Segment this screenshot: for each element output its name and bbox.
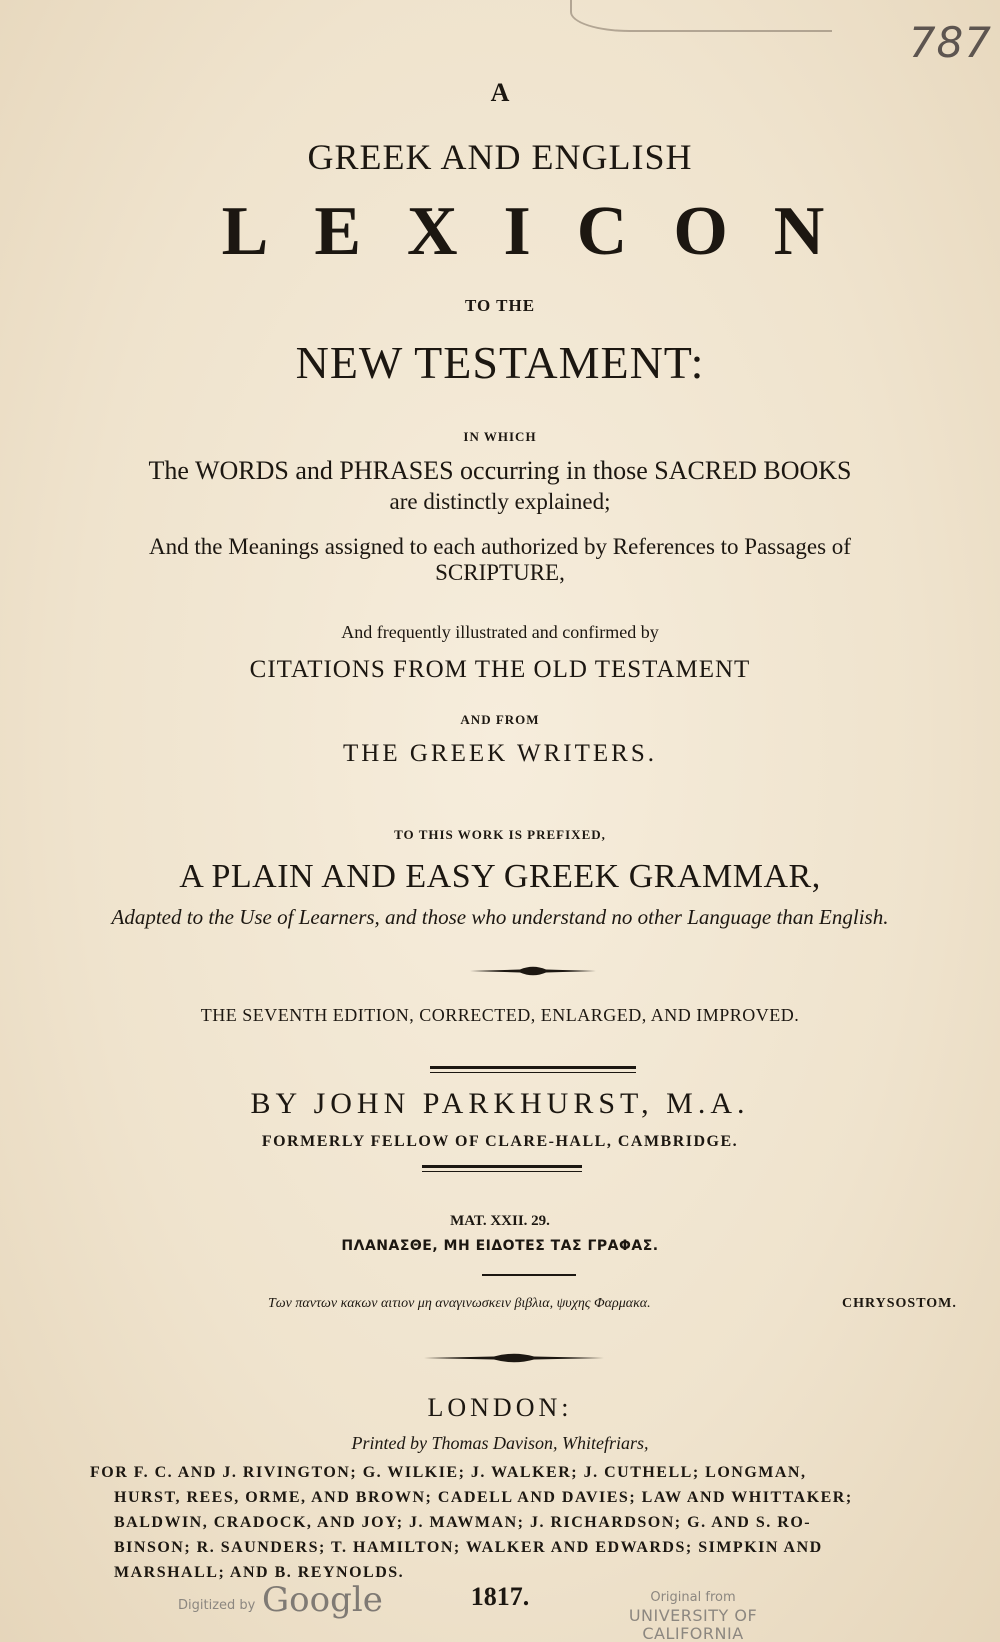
title-article: A	[490, 78, 510, 107]
explained-line: are distinctly explained;	[389, 489, 611, 514]
imprint-year: 1817.	[470, 1582, 530, 1611]
imprint-booksellers	[90, 1460, 970, 1585]
citations-line: CITATIONS FROM THE OLD TESTAMENT	[249, 656, 751, 683]
original-from-text: Original from	[650, 1590, 736, 1605]
booksellers-line: HURST, REES, ORME, AND BROWN; CADELL AND DAVIES; LAW AND WHITTAKER;	[114, 1489, 853, 1506]
frequently-line: And frequently illustrated and confirmed by	[341, 622, 659, 642]
double-rule-bottom	[422, 1165, 582, 1168]
digitized-by-label: Digitized by	[178, 1598, 256, 1613]
meanings-line: And the Meanings assigned to each authorized by References to Passages of	[149, 534, 851, 559]
handwritten-shelf-mark: 787	[908, 18, 992, 67]
double-rule-top-thin	[430, 1072, 636, 1073]
booksellers-line: MARSHALL; AND B. REYNOLDS.	[114, 1564, 405, 1581]
paper-fold	[570, 0, 832, 32]
ornamental-rule-2	[424, 1351, 604, 1365]
booksellers-line: BALDWIN, CRADOCK, AND JOY; J. MAWMAN; J. RICHARDSON; G. AND S. RO-	[114, 1514, 812, 1531]
title-new-testament: NEW TESTAMENT:	[295, 337, 705, 388]
grammar-title: A PLAIN AND EASY GREEK GRAMMAR,	[179, 858, 821, 895]
in-which: IN WHICH	[463, 429, 537, 444]
ornamental-rule-1	[470, 964, 596, 978]
prefixed-line: TO THIS WORK IS PREFIXED,	[394, 827, 606, 842]
university-name: UNIVERSITY OF CALIFORNIA	[628, 1606, 758, 1642]
edition-line: THE SEVENTH EDITION, CORRECTED, ENLARGED, AND IMPROVED.	[200, 1005, 800, 1025]
epigraph-greek: ΠΛΑΝΑΣΘΕ, ΜΗ ΕΙΔΟΤΕΣ ΤΑΣ ΓΡΑΦΑΣ.	[341, 1238, 659, 1254]
and-from: AND FROM	[460, 712, 540, 727]
grammar-subtitle: Adapted to the Use of Learners, and those who understand no other Language than English.	[111, 905, 889, 929]
title-line-1: GREEK AND ENGLISH	[307, 137, 693, 177]
booksellers-line: FOR F. C. AND J. RIVINGTON; G. WILKIE; J. WALKER; J. CUTHELL; LONGMAN,	[90, 1464, 807, 1481]
imprint-printer: Printed by Thomas Davison, Whitefriars,	[351, 1433, 649, 1453]
title-to-the: TO THE	[464, 296, 536, 315]
google-logo: Google	[262, 1580, 383, 1620]
scripture-line: SCRIPTURE,	[435, 560, 565, 585]
chrysostom-attribution: CHRYSOSTOM.	[842, 1296, 957, 1311]
title-lexicon: LEXICON	[221, 193, 871, 270]
author-name: BY JOHN PARKHURST, M.A.	[250, 1087, 750, 1120]
double-rule-bottom-thin	[422, 1171, 582, 1172]
booksellers-line: BINSON; R. SAUNDERS; T. HAMILTON; WALKER AND EDWARDS; SIMPKIN AND	[114, 1539, 823, 1556]
epigraph-reference: MAT. XXII. 29.	[450, 1213, 550, 1229]
greek-writers-line: THE GREEK WRITERS.	[343, 740, 657, 767]
imprint-city: LONDON:	[427, 1393, 573, 1422]
double-rule-top	[430, 1066, 636, 1069]
words-line: The WORDS and PHRASES occurring in those SACRED BOOKS	[148, 456, 852, 485]
original-from-label	[578, 1589, 808, 1642]
chrysostom-quote: Των παντων κακων αιτιον μη αναγινωσκειν βιβλια, ψυχης Φαρμακα.	[268, 1296, 651, 1311]
author-affiliation: FORMERLY FELLOW OF CLARE-HALL, CAMBRIDGE.	[261, 1133, 739, 1150]
short-rule	[482, 1274, 576, 1276]
